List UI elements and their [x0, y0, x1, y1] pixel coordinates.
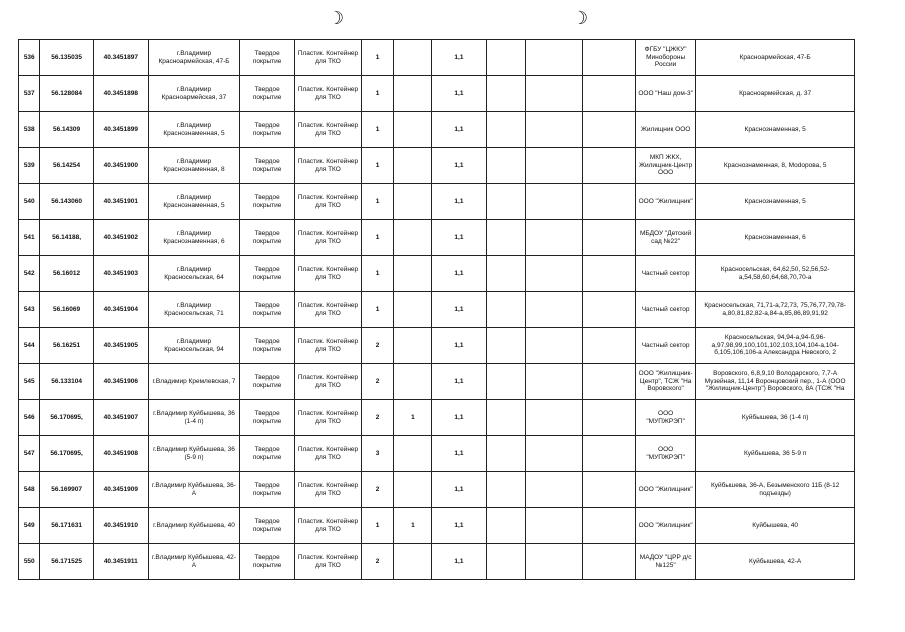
address-cell: г.Владимир Краснознаменная, 5 [148, 184, 239, 220]
extra-count-cell [394, 292, 432, 328]
served-objects-cell: Красносельская, 71,71-а,72,73, 75,76,77,79,78-а,80,81,82,82-а,84-а,85,86,89,91,92 [696, 292, 855, 328]
table-row [19, 544, 855, 580]
row-number-cell: 543 [19, 292, 40, 328]
latitude-cell: 56.14309 [40, 112, 93, 148]
served-objects-cell: Воровского, 6,8,9,10 Володарского, 7,7-А Музейная, 11,14 Воронцовский пер., 1-А (ООО "Жилищник-Центр") Воровского, 8А (ТСЖ "На [696, 364, 855, 400]
volume-cell: 1,1 [432, 76, 486, 112]
latitude-cell: 56.170695, [40, 400, 93, 436]
table-row [19, 184, 855, 220]
empty-cell [486, 112, 526, 148]
address-cell: г.Владимир Куйбышева, 40 [148, 508, 239, 544]
row-number-cell: 536 [19, 40, 40, 76]
longitude-cell: 40.3451910 [93, 508, 148, 544]
longitude-cell: 40.3451907 [93, 400, 148, 436]
surface-cell: Твердое покрытие [240, 544, 295, 580]
served-objects-cell: Куйбышева, 42-А [696, 544, 855, 580]
address-cell: г.Владимир Краснознаменная, 6 [148, 220, 239, 256]
empty-cell [486, 148, 526, 184]
extra-count-cell [394, 112, 432, 148]
address-cell: г.Владимир Куйбышева, 36-А [148, 472, 239, 508]
owner-cell: ФГБУ "ЦЖКУ" Минобороны России [635, 40, 695, 76]
container-count-cell: 2 [361, 472, 394, 508]
surface-cell: Твердое покрытие [240, 184, 295, 220]
empty-cell [526, 364, 582, 400]
container-site-registry-table [18, 39, 855, 580]
volume-cell: 1,1 [432, 472, 486, 508]
latitude-cell: 56.14188, [40, 220, 93, 256]
owner-cell: Частный сектор [635, 328, 695, 364]
surface-cell: Твердое покрытие [240, 112, 295, 148]
empty-cell [526, 472, 582, 508]
address-cell: г.Владимир Куйбышева, 36 (5-9 п) [148, 436, 239, 472]
latitude-cell: 56.16069 [40, 292, 93, 328]
surface-cell: Твердое покрытие [240, 400, 295, 436]
row-number-cell: 540 [19, 184, 40, 220]
table-row [19, 292, 855, 328]
empty-cell [526, 40, 582, 76]
extra-count-cell [394, 328, 432, 364]
owner-cell: МБДОУ "Детский сад №22" [635, 220, 695, 256]
longitude-cell: 40.3451897 [93, 40, 148, 76]
owner-cell: Жилищник ООО [635, 112, 695, 148]
served-objects-cell: Куйбышева, 36-А, Безыменского 11Б (8-12 подъезды) [696, 472, 855, 508]
owner-cell: ООО "Жилищник" [635, 508, 695, 544]
container-type-cell: Пластик. Контейнер для ТКО [295, 508, 362, 544]
row-number-cell: 541 [19, 220, 40, 256]
longitude-cell: 40.3451900 [93, 148, 148, 184]
table-row [19, 40, 855, 76]
empty-cell [486, 256, 526, 292]
empty-cell [582, 508, 635, 544]
address-cell: г.Владимир Краснознаменная, 5 [148, 112, 239, 148]
owner-cell: МКП ЖКХ, Жилищник-Центр ООО [635, 148, 695, 184]
container-count-cell: 1 [361, 76, 394, 112]
empty-cell [486, 76, 526, 112]
table-row [19, 220, 855, 256]
latitude-cell: 56.135035 [40, 40, 93, 76]
empty-cell [526, 292, 582, 328]
longitude-cell: 40.3451909 [93, 472, 148, 508]
address-cell: г.Владимир Красносельская, 71 [148, 292, 239, 328]
empty-cell [526, 400, 582, 436]
container-type-cell: Пластик. Контейнер для ТКО [295, 472, 362, 508]
empty-cell [582, 148, 635, 184]
container-type-cell: Пластик. Контейнер для ТКО [295, 364, 362, 400]
extra-count-cell [394, 184, 432, 220]
owner-cell: ООО "Жилищник" [635, 472, 695, 508]
table-row [19, 148, 855, 184]
container-type-cell: Пластик. Контейнер для ТКО [295, 220, 362, 256]
surface-cell: Твердое покрытие [240, 220, 295, 256]
container-count-cell: 2 [361, 544, 394, 580]
row-number-cell: 542 [19, 256, 40, 292]
punch-hole-mark: ☽ [572, 8, 589, 29]
longitude-cell: 40.3451905 [93, 328, 148, 364]
volume-cell: 1,1 [432, 112, 486, 148]
volume-cell: 1,1 [432, 292, 486, 328]
owner-cell: ООО "МУПЖРЭП" [635, 400, 695, 436]
extra-count-cell [394, 148, 432, 184]
volume-cell: 1,1 [432, 544, 486, 580]
served-objects-cell: Куйбышева, 36 (1-4 п) [696, 400, 855, 436]
container-count-cell: 1 [361, 40, 394, 76]
volume-cell: 1,1 [432, 364, 486, 400]
owner-cell: Частный сектор [635, 292, 695, 328]
address-cell: г.Владимир Куйбышева, 42-А [148, 544, 239, 580]
empty-cell [486, 292, 526, 328]
longitude-cell: 40.3451908 [93, 436, 148, 472]
empty-cell [486, 328, 526, 364]
empty-cell [486, 40, 526, 76]
empty-cell [486, 400, 526, 436]
container-type-cell: Пластик. Контейнер для ТКО [295, 76, 362, 112]
surface-cell: Твердое покрытие [240, 76, 295, 112]
volume-cell: 1,1 [432, 184, 486, 220]
latitude-cell: 56.128084 [40, 76, 93, 112]
container-type-cell: Пластик. Контейнер для ТКО [295, 184, 362, 220]
extra-count-cell [394, 364, 432, 400]
empty-cell [582, 544, 635, 580]
empty-cell [582, 472, 635, 508]
container-type-cell: Пластик. Контейнер для ТКО [295, 112, 362, 148]
served-objects-cell: Краснознаменная, 6 [696, 220, 855, 256]
latitude-cell: 56.16012 [40, 256, 93, 292]
extra-count-cell [394, 544, 432, 580]
surface-cell: Твердое покрытие [240, 472, 295, 508]
empty-cell [582, 112, 635, 148]
row-number-cell: 549 [19, 508, 40, 544]
container-count-cell: 1 [361, 220, 394, 256]
longitude-cell: 40.3451902 [93, 220, 148, 256]
surface-cell: Твердое покрытие [240, 148, 295, 184]
table-row [19, 76, 855, 112]
container-count-cell: 2 [361, 328, 394, 364]
container-count-cell: 2 [361, 400, 394, 436]
row-number-cell: 548 [19, 472, 40, 508]
container-type-cell: Пластик. Контейнер для ТКО [295, 292, 362, 328]
extra-count-cell [394, 256, 432, 292]
container-count-cell: 1 [361, 508, 394, 544]
longitude-cell: 40.3451898 [93, 76, 148, 112]
served-objects-cell: Красноармейская, д. 37 [696, 76, 855, 112]
volume-cell: 1,1 [432, 148, 486, 184]
table-row [19, 436, 855, 472]
row-number-cell: 539 [19, 148, 40, 184]
row-number-cell: 550 [19, 544, 40, 580]
empty-cell [486, 544, 526, 580]
empty-cell [526, 76, 582, 112]
empty-cell [486, 508, 526, 544]
empty-cell [486, 364, 526, 400]
empty-cell [526, 148, 582, 184]
row-number-cell: 537 [19, 76, 40, 112]
empty-cell [486, 436, 526, 472]
container-type-cell: Пластик. Контейнер для ТКО [295, 148, 362, 184]
empty-cell [582, 328, 635, 364]
latitude-cell: 56.14254 [40, 148, 93, 184]
longitude-cell: 40.3451901 [93, 184, 148, 220]
latitude-cell: 56.171631 [40, 508, 93, 544]
empty-cell [582, 436, 635, 472]
table-row [19, 256, 855, 292]
row-number-cell: 545 [19, 364, 40, 400]
owner-cell: ООО "Жилищник-Центр", ТСЖ "На Воровского" [635, 364, 695, 400]
surface-cell: Твердое покрытие [240, 40, 295, 76]
empty-cell [486, 472, 526, 508]
extra-count-cell: 1 [394, 400, 432, 436]
latitude-cell: 56.16251 [40, 328, 93, 364]
container-count-cell: 1 [361, 292, 394, 328]
latitude-cell: 56.171525 [40, 544, 93, 580]
served-objects-cell: Краснознаменная, 5 [696, 184, 855, 220]
empty-cell [582, 184, 635, 220]
row-number-cell: 546 [19, 400, 40, 436]
container-count-cell: 1 [361, 112, 394, 148]
longitude-cell: 40.3451911 [93, 544, 148, 580]
empty-cell [526, 436, 582, 472]
empty-cell [526, 256, 582, 292]
container-type-cell: Пластик. Контейнер для ТКО [295, 40, 362, 76]
surface-cell: Твердое покрытие [240, 292, 295, 328]
empty-cell [526, 544, 582, 580]
volume-cell: 1,1 [432, 436, 486, 472]
served-objects-cell: Куйбышева, 40 [696, 508, 855, 544]
surface-cell: Твердое покрытие [240, 328, 295, 364]
longitude-cell: 40.3451906 [93, 364, 148, 400]
address-cell: г.Владимир Красноармейская, 37 [148, 76, 239, 112]
volume-cell: 1,1 [432, 256, 486, 292]
empty-cell [526, 220, 582, 256]
empty-cell [582, 40, 635, 76]
empty-cell [486, 184, 526, 220]
owner-cell: МАДОУ "ЦРР д/с №125" [635, 544, 695, 580]
container-count-cell: 2 [361, 364, 394, 400]
served-objects-cell: Краснознаменная, 5 [696, 112, 855, 148]
volume-cell: 1,1 [432, 40, 486, 76]
container-type-cell: Пластик. Контейнер для ТКО [295, 400, 362, 436]
extra-count-cell [394, 40, 432, 76]
empty-cell [582, 292, 635, 328]
surface-cell: Твердое покрытие [240, 436, 295, 472]
address-cell: г.Владимир Кремлевская, 7 [148, 364, 239, 400]
served-objects-cell: Красносельская, 94,94-а,94-б,96-а,97,98,99,100,101,102,103,104,104-а,104-б,105,106,106-а Александра Невского, 2 [696, 328, 855, 364]
table-row [19, 328, 855, 364]
empty-cell [486, 220, 526, 256]
empty-cell [526, 508, 582, 544]
address-cell: г.Владимир Красноармейская, 47-Б [148, 40, 239, 76]
extra-count-cell [394, 436, 432, 472]
empty-cell [582, 400, 635, 436]
latitude-cell: 56.170695, [40, 436, 93, 472]
empty-cell [582, 220, 635, 256]
extra-count-cell [394, 76, 432, 112]
longitude-cell: 40.3451904 [93, 292, 148, 328]
empty-cell [526, 112, 582, 148]
served-objects-cell: Краснознаменная, 8, Моdорова, 5 [696, 148, 855, 184]
empty-cell [582, 364, 635, 400]
volume-cell: 1,1 [432, 220, 486, 256]
table-row [19, 364, 855, 400]
container-count-cell: 1 [361, 148, 394, 184]
container-type-cell: Пластик. Контейнер для ТКО [295, 544, 362, 580]
served-objects-cell: Красносельская, 64,62,50, 52,56,52-а,54,58,60,64,68,70,70-а [696, 256, 855, 292]
table-row [19, 472, 855, 508]
extra-count-cell [394, 472, 432, 508]
extra-count-cell [394, 220, 432, 256]
container-type-cell: Пластик. Контейнер для ТКО [295, 328, 362, 364]
owner-cell: ООО "Жилищник" [635, 184, 695, 220]
surface-cell: Твердое покрытие [240, 256, 295, 292]
table-row [19, 112, 855, 148]
owner-cell: ООО "Наш дом-3" [635, 76, 695, 112]
longitude-cell: 40.3451903 [93, 256, 148, 292]
empty-cell [526, 184, 582, 220]
longitude-cell: 40.3451899 [93, 112, 148, 148]
served-objects-cell: Красноармейская, 47-Б [696, 40, 855, 76]
row-number-cell: 547 [19, 436, 40, 472]
row-number-cell: 538 [19, 112, 40, 148]
latitude-cell: 56.143060 [40, 184, 93, 220]
owner-cell: Частный сектор [635, 256, 695, 292]
latitude-cell: 56.133104 [40, 364, 93, 400]
empty-cell [582, 256, 635, 292]
table-row [19, 400, 855, 436]
volume-cell: 1,1 [432, 400, 486, 436]
container-count-cell: 1 [361, 184, 394, 220]
empty-cell [582, 76, 635, 112]
row-number-cell: 544 [19, 328, 40, 364]
address-cell: г.Владимир Куйбышева, 36 (1-4 п) [148, 400, 239, 436]
extra-count-cell: 1 [394, 508, 432, 544]
surface-cell: Твердое покрытие [240, 508, 295, 544]
surface-cell: Твердое покрытие [240, 364, 295, 400]
served-objects-cell: Куйбышева, 36 5-9 п [696, 436, 855, 472]
owner-cell: ООО "МУПЖРЭП" [635, 436, 695, 472]
address-cell: г.Владимир Красносельская, 64 [148, 256, 239, 292]
table-row [19, 508, 855, 544]
empty-cell [526, 328, 582, 364]
container-type-cell: Пластик. Контейнер для ТКО [295, 436, 362, 472]
container-count-cell: 1 [361, 256, 394, 292]
address-cell: г.Владимир Краснознаменная, 8 [148, 148, 239, 184]
container-count-cell: 3 [361, 436, 394, 472]
latitude-cell: 56.169907 [40, 472, 93, 508]
container-type-cell: Пластик. Контейнер для ТКО [295, 256, 362, 292]
volume-cell: 1,1 [432, 508, 486, 544]
punch-hole-mark: ☽ [328, 8, 345, 29]
volume-cell: 1,1 [432, 328, 486, 364]
address-cell: г.Владимир Красносельская, 94 [148, 328, 239, 364]
